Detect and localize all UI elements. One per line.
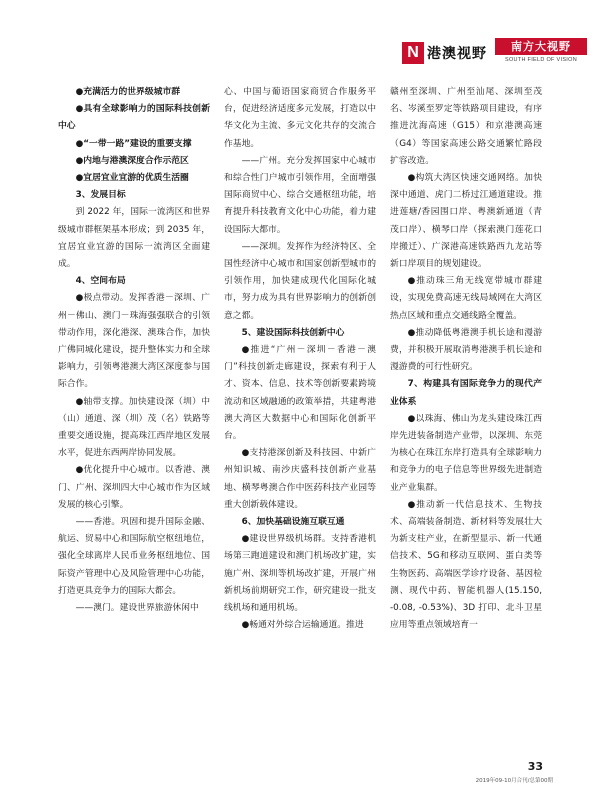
body-paragraph: 赣州至深圳、广州至汕尾、深圳至茂名、岑溪至罗定等铁路项目建设，有序推进沈海高速（G15）和京港澳高速（G4）等国家高速公路交通繁忙路段扩容改造。 [390, 87, 542, 166]
brand-name-cn: 南方大视野 [495, 38, 587, 55]
magazine-logo-mark: N [402, 42, 424, 64]
body-paragraph: ●推动新一代信息技术、生物技术、高端装备制造、新材料等发展壮大为新支柱产业，在新型显示、新一代通信技术、5G和移动互联网、蛋白类等生物医药、高端医学诊疗设备、基因检测、现代中药、智能机器人(15.150, -0.08, -0.53%)、3D 打印、北斗卫星应用等重点领域培育一 [390, 499, 542, 631]
issue-info: 2019年09-10月合刊/总第00期 [475, 778, 553, 784]
section-heading: 5、建设国际科技创新中心 [241, 327, 345, 338]
section-heading: 6、加快基础设施互联互通 [241, 517, 345, 528]
bullet-paragraph: ●“一带一路”建设的重要支撑 [75, 138, 192, 149]
body-paragraph: ——深圳。发挥作为经济特区、全国性经济中心城市和国家创新型城市的引领作用，加快建成现代化国际化城市，努力成为具有世界影响力的创新创意之都。 [224, 241, 376, 321]
body-paragraph: ●优化提升中心城市。以香港、澳门、广州、深圳四大中心城市作为区域发展的核心引擎。 [58, 465, 210, 510]
body-paragraph: ●建设世界级机场群。支持香港机场第三跑道建设和澳门机场改扩建，实施广州、深圳等机场改扩建，开展广州新机场前期研究工作，研究建设一批支线机场和通用机场。 [224, 534, 376, 614]
body-paragraph: ●以珠海、佛山为龙头建设珠江西岸先进装备制造产业带，以深圳、东莞为核心在珠江东岸打造具有全球影响力和竞争力的电子信息等世界级先进制造业产业集群。 [390, 413, 542, 493]
body-paragraph: 到 2022 年，国际一流湾区和世界级城市群框架基本形成；到 2035 年，宜居宜业宜游的国际一流湾区全面建成。 [58, 207, 210, 270]
text-column-1 [58, 84, 210, 635]
bullet-paragraph: ●宜居宜业宜游的优质生活圈 [75, 173, 189, 184]
bullet-paragraph: ●充满活力的世界级城市群 [75, 87, 181, 97]
article-body [58, 84, 542, 635]
body-paragraph: ●推动珠三角无线宽带城市群建设，实现免费高速无线局域网在大湾区热点区域和重点交通线路全覆盖。 [390, 276, 542, 321]
bullet-paragraph: ●具有全球影响力的国际科技创新中心 [58, 104, 210, 132]
body-paragraph: ●构筑大湾区快速交通网络。加快深中通道、虎门二桥过江通道建设。推进莲塘/香园围口岸、粤澳新通道（青茂口岸）、横琴口岸（探索澳门莲花口岸搬迁）、广深港高速铁路西九龙站等新口岸项目的规划建设。 [390, 173, 542, 270]
brand-banner [495, 38, 587, 63]
body-paragraph: ●畅通对外综合运输通道。推进 [241, 620, 364, 631]
section-heading: 3、发展目标 [75, 190, 126, 201]
body-paragraph: ●极点带动。发挥香港－深圳、广州－佛山、澳门－珠海强强联合的引领带动作用，深化港深、澳珠合作，加快广佛同城化建设，提升整体实力和全球影响力，引领粤港澳大湾区深度参与国际合作。 [58, 293, 210, 390]
body-paragraph: ●推进“广州－深圳－香港－澳门”科技创新走廊建设，探索有利于人才、资本、信息、技术等创新要素跨境流动和区域融通的政策举措，共建粤港澳大湾区大数据中心和国际化创新平台。 [224, 345, 376, 442]
body-paragraph: ●推动降低粤港澳手机长途和漫游费，并积极开展取消粤港澳手机长途和漫游费的可行性研究。 [390, 327, 542, 373]
body-paragraph: ●支持港深创新及科技园、中新广州知识城、南沙庆盛科技创新产业基地、横琴粤澳合作中医药科技产业园等重大创新载体建设。 [224, 448, 376, 510]
column-header [402, 38, 587, 68]
text-column-2 [224, 84, 376, 635]
body-paragraph: ●轴带支撑。加快建设深（圳）中（山）通道、深（圳）茂（名）铁路等重要交通设施，提高珠江西岸地区发展水平，促进东西两岸协同发展。 [58, 396, 210, 459]
text-column-3 [390, 84, 542, 635]
section-heading: 4、空间布局 [75, 276, 126, 287]
bullet-paragraph: ●内地与港澳深度合作示范区 [75, 155, 189, 166]
section-heading: 7、构建具有国际竞争力的现代产业体系 [390, 379, 542, 407]
body-paragraph: ——香港。巩固和提升国际金融、航运、贸易中心和国际航空枢纽地位，强化全球离岸人民币业务枢纽地位、国际资产管理中心及风险管理中心功能，打造更具竞争力的国际大都会。 [58, 517, 210, 596]
body-paragraph: ——澳门。建设世界旅游休闲中 [75, 603, 199, 614]
brand-name-en: SOUTH FIELD OF VISION [504, 57, 577, 63]
page-number: 33 [527, 760, 543, 773]
body-paragraph: 心、中国与葡语国家商贸合作服务平台，促进经济适度多元发展，打造以中华文化为主流、多元文化共存的交流合作基地。 [224, 87, 376, 149]
body-paragraph: ——广州。充分发挥国家中心城市和综合性门户城市引领作用，全面增强国际商贸中心、综合交通枢纽功能，培育提升科技教育文化中心功能，着力建设国际大都市。 [224, 155, 376, 235]
column-title: 港澳视野 [427, 46, 487, 62]
